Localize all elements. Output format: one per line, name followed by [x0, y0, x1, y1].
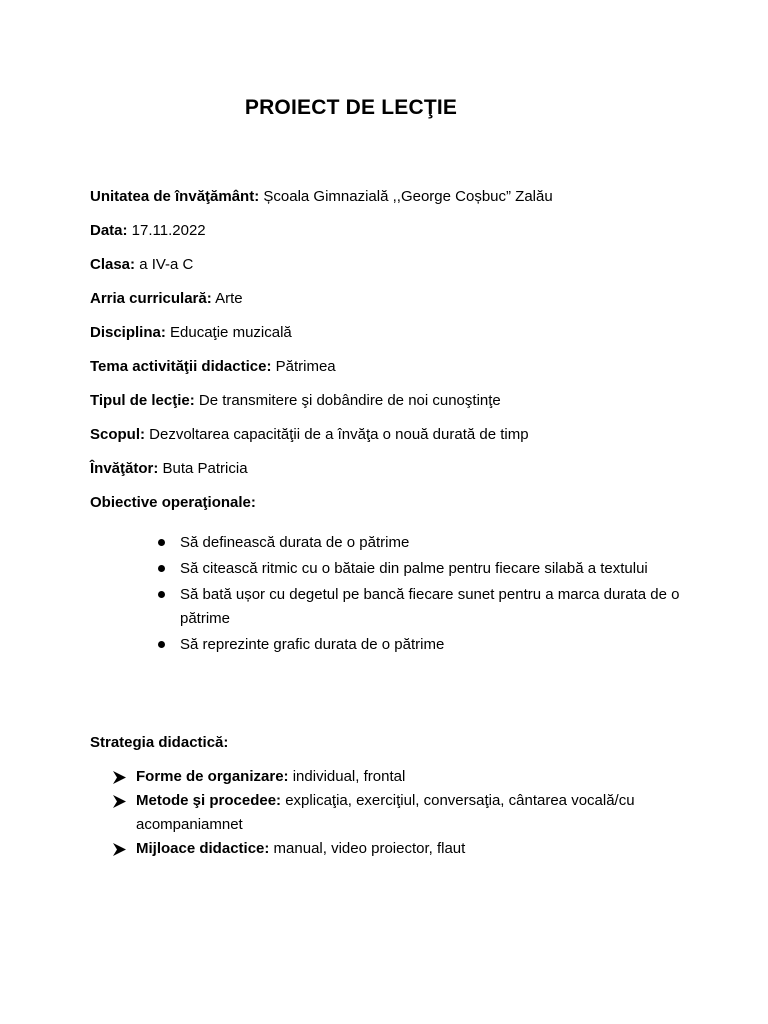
arrowhead-right-icon [112, 795, 126, 808]
list-item [0, 765, 676, 789]
arrowhead-right-icon [112, 771, 126, 784]
field-value: Dezvoltarea capacităţii de a învăţa o nouă durată de timp [145, 426, 529, 443]
list-item [0, 557, 680, 581]
list-item [0, 789, 676, 837]
field-topic [90, 357, 336, 377]
field-objectives-heading [90, 493, 256, 513]
objective-text: Să bată ușor cu degetul pe bancă fiecare sunet pentru a marca durata de o pătrime [180, 586, 680, 627]
field-purpose [90, 425, 529, 445]
list-item [0, 583, 680, 631]
field-value: Educaţie muzicală [165, 324, 292, 341]
field-value: a IV-a C [135, 256, 194, 273]
objective-text: Să citească ritmic cu o bătaie din palme pentru fiecare silabă a textului [180, 560, 648, 577]
strategy-list [0, 765, 768, 861]
field-label: Disciplina: [90, 324, 166, 341]
bullet-icon [158, 591, 165, 598]
field-value: Pătrimea [271, 358, 336, 375]
field-curricular-area [90, 289, 243, 309]
field-teacher [90, 459, 248, 479]
objective-text: Să reprezinte grafic durata de o pătrime [180, 636, 445, 653]
field-value: 17.11.2022 [127, 222, 206, 239]
field-label: Unitatea de învăţământ: [90, 188, 260, 205]
strategy-heading [90, 733, 228, 753]
field-label: Tipul de lecţie: [90, 392, 195, 409]
page-title: PROIECT DE LECŢIE [244, 96, 458, 119]
field-label: Tema activităţii didactice: [90, 358, 272, 375]
field-lesson-type [90, 391, 501, 411]
field-label: Arria curriculară: [90, 290, 212, 307]
field-label: Obiective operaţionale: [90, 494, 256, 511]
field-value: De transmitere şi dobândire de noi cunoştinţe [194, 392, 501, 409]
field-label: Data: [90, 222, 128, 239]
strategy-label: Mijloace didactice: [136, 840, 270, 857]
objective-text: Să definească durata de o pătrime [180, 534, 410, 551]
field-value: Buta Patricia [158, 460, 248, 477]
field-class [90, 255, 193, 275]
field-label: Învăţător: [90, 460, 159, 477]
strategy-value: individual, frontal [288, 768, 406, 785]
field-value: Școala Gimnazială ,,George Coșbuc” Zalău [259, 188, 553, 205]
field-date [90, 221, 206, 241]
field-school [90, 187, 553, 207]
strategy-value: explicaţia, exerciţiul, conversaţia, cântarea vocală/cu acompaniamnet [136, 792, 635, 833]
objectives-list [0, 531, 768, 659]
strategy-label: Forme de organizare: [136, 768, 289, 785]
field-value: Arte [211, 290, 243, 307]
arrowhead-right-icon [112, 843, 126, 856]
strategy-heading-text: Strategia didactică: [90, 734, 229, 751]
list-item [0, 531, 680, 555]
field-label: Clasa: [90, 256, 136, 273]
list-item [0, 633, 680, 657]
bullet-icon [158, 565, 165, 572]
bullet-icon [158, 641, 165, 648]
field-discipline [90, 323, 292, 343]
field-label: Scopul: [90, 426, 145, 443]
strategy-value: manual, video proiector, flaut [269, 840, 466, 857]
strategy-label: Metode şi procedee: [136, 792, 282, 809]
list-item [0, 837, 676, 861]
bullet-icon [158, 539, 165, 546]
